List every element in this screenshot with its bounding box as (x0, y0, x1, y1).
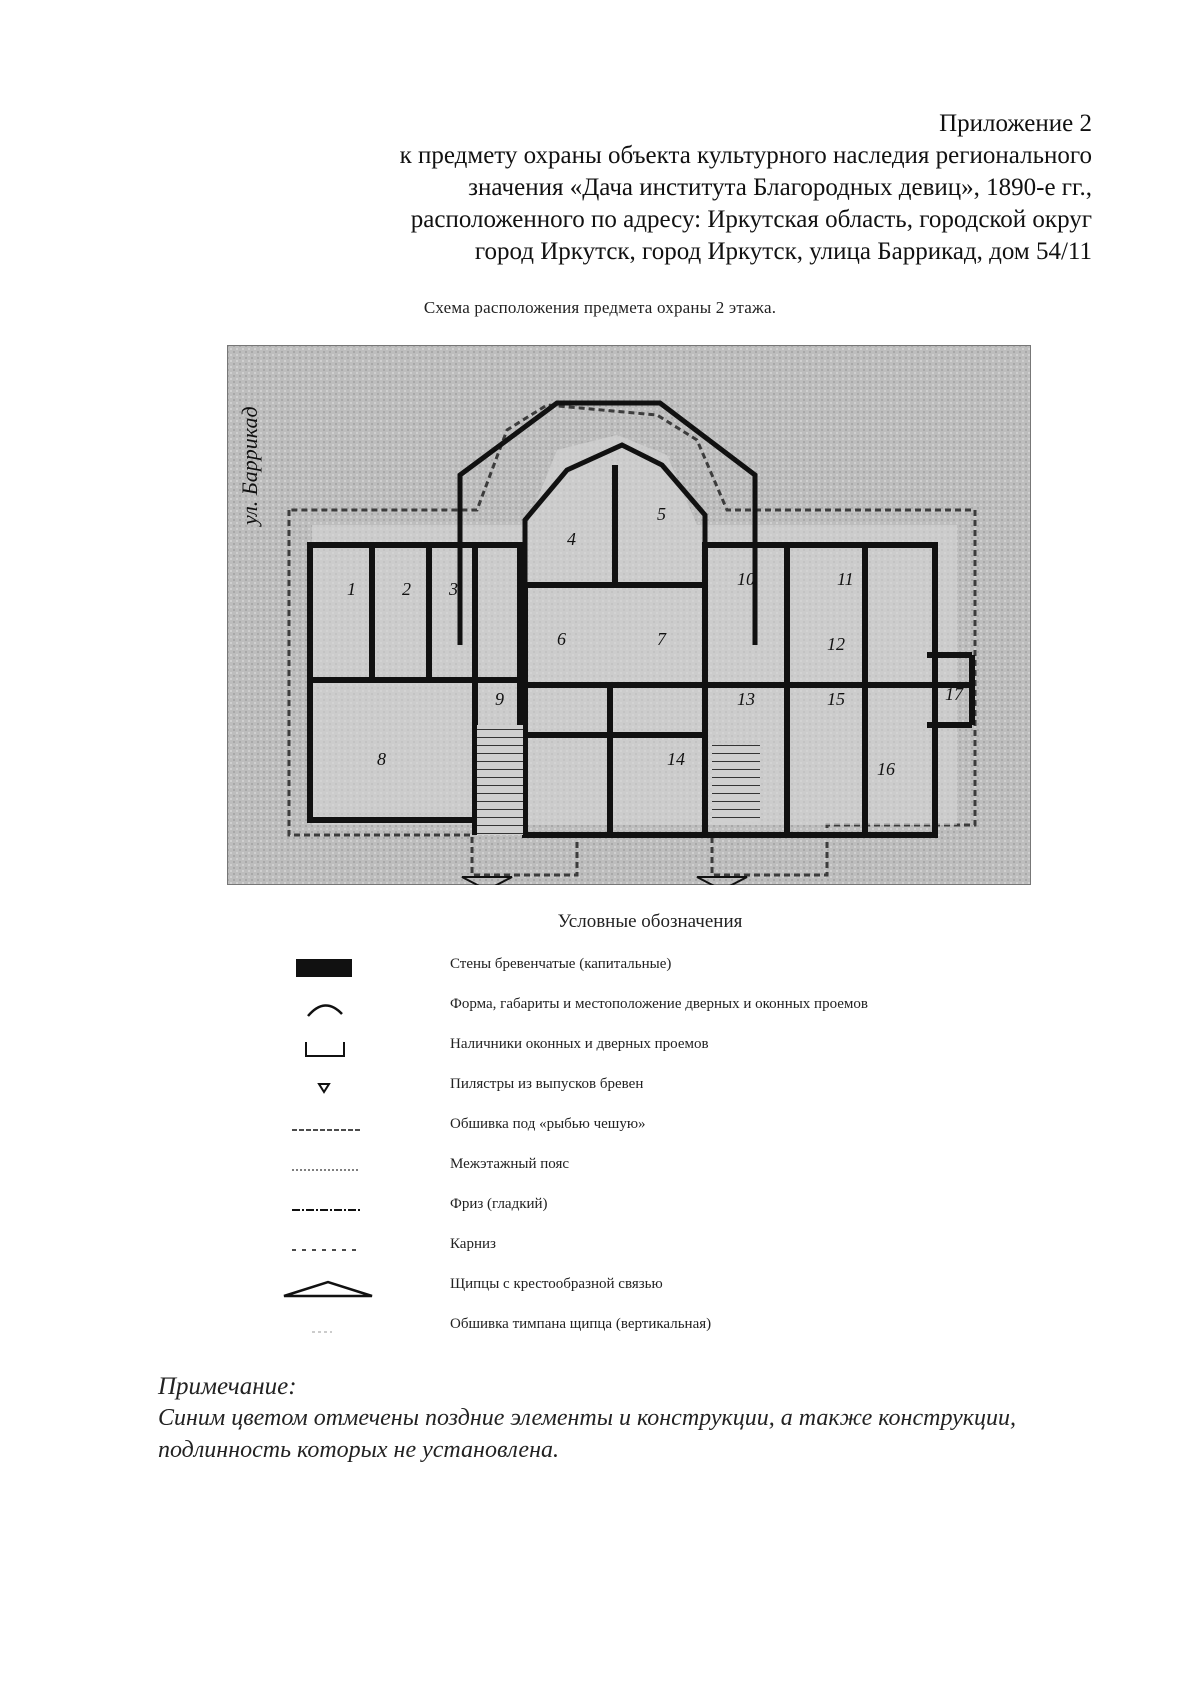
room-number: 6 (557, 629, 566, 649)
header-line-2: к предмету охраны объекта культурного наследия регионального (399, 142, 1092, 169)
legend-label: Межэтажный пояс (450, 1156, 570, 1172)
faint-line-icon (270, 1308, 390, 1348)
room-number: 7 (657, 629, 666, 649)
room-number: 17 (945, 684, 963, 704)
legend-label: Фриз (гладкий) (450, 1196, 548, 1212)
legend-title: Условные обозначения (557, 911, 743, 932)
note-title: Примечание: (158, 1373, 297, 1400)
note-text-line-1: Синим цветом отмечены поздние элементы и конструкции, а также конструкции, (158, 1405, 1016, 1431)
legend-item (270, 1148, 1030, 1188)
note-text-line-2: подлинность которых не установлена. (158, 1437, 559, 1463)
arc-opening-icon (270, 988, 390, 1028)
legend-label: Карниз (450, 1236, 496, 1252)
legend-label: Щипцы с крестообразной связью (450, 1276, 663, 1292)
room-number: 14 (667, 749, 685, 769)
room-number: 11 (837, 569, 854, 589)
dashed-line-icon (270, 1108, 390, 1148)
legend-label: Стены бревенчатые (капитальные) (450, 956, 672, 972)
legend-label: Наличники оконных и дверных проемов (450, 1036, 709, 1052)
legend-label: Обшивка тимпана щипца (вертикальная) (450, 1316, 712, 1332)
staircase-left (477, 725, 523, 835)
legend-item (270, 988, 1030, 1028)
room-number: 13 (737, 689, 755, 709)
legend-item (270, 1028, 1030, 1068)
bracket-trim-icon (270, 1028, 390, 1068)
room-number: 8 (377, 749, 386, 769)
header-line-1: Приложение 2 (939, 110, 1092, 137)
legend-item (270, 1268, 1030, 1308)
room-number: 4 (567, 529, 576, 549)
dash-dot-line-icon (270, 1188, 390, 1228)
room-number: 5 (657, 504, 666, 524)
header-line-3: значения «Дача института Благородных девиц», 1890-е гг., (468, 174, 1092, 201)
room-number: 12 (827, 634, 845, 654)
room-number: 16 (877, 759, 895, 779)
dotted-line-icon (270, 1148, 390, 1188)
triangle-pilaster-icon (270, 1068, 390, 1108)
legend-label: Форма, габариты и местоположение дверных и оконных проемов (450, 996, 868, 1012)
room-number: 15 (827, 689, 845, 709)
note (158, 1372, 1168, 1466)
header-line-4: расположенного по адресу: Иркутская область, городской округ (410, 206, 1092, 233)
room-number: 10 (737, 569, 755, 589)
legend-item (270, 1108, 1030, 1148)
legend-item (270, 1188, 1030, 1228)
legend-label: Пилястры из выпусков бревен (450, 1076, 644, 1092)
floor-plan-image (227, 345, 1031, 885)
legend-label: Обшивка под «рыбью чешую» (450, 1116, 646, 1132)
gable-triangle-icon (270, 1268, 390, 1308)
room-number: 2 (402, 579, 411, 599)
street-label: ул. Баррикад (237, 406, 262, 525)
staircase-right (712, 745, 760, 825)
appendix-header (272, 108, 1092, 268)
room-number: 9 (495, 689, 504, 709)
room-number: 1 (347, 579, 356, 599)
scheme-title: Схема расположения предмета охраны 2 этажа. (423, 298, 777, 317)
thick-wall-bar-icon (270, 948, 390, 988)
sparse-dash-line-icon (270, 1228, 390, 1268)
legend-item (270, 1068, 1030, 1108)
legend-item (270, 1228, 1030, 1268)
legend-item (270, 1308, 1030, 1348)
header-line-5: город Иркутск, город Иркутск, улица Баррикад, дом 54/11 (474, 238, 1092, 265)
legend-item (270, 948, 1030, 988)
room-number: 3 (449, 579, 458, 599)
